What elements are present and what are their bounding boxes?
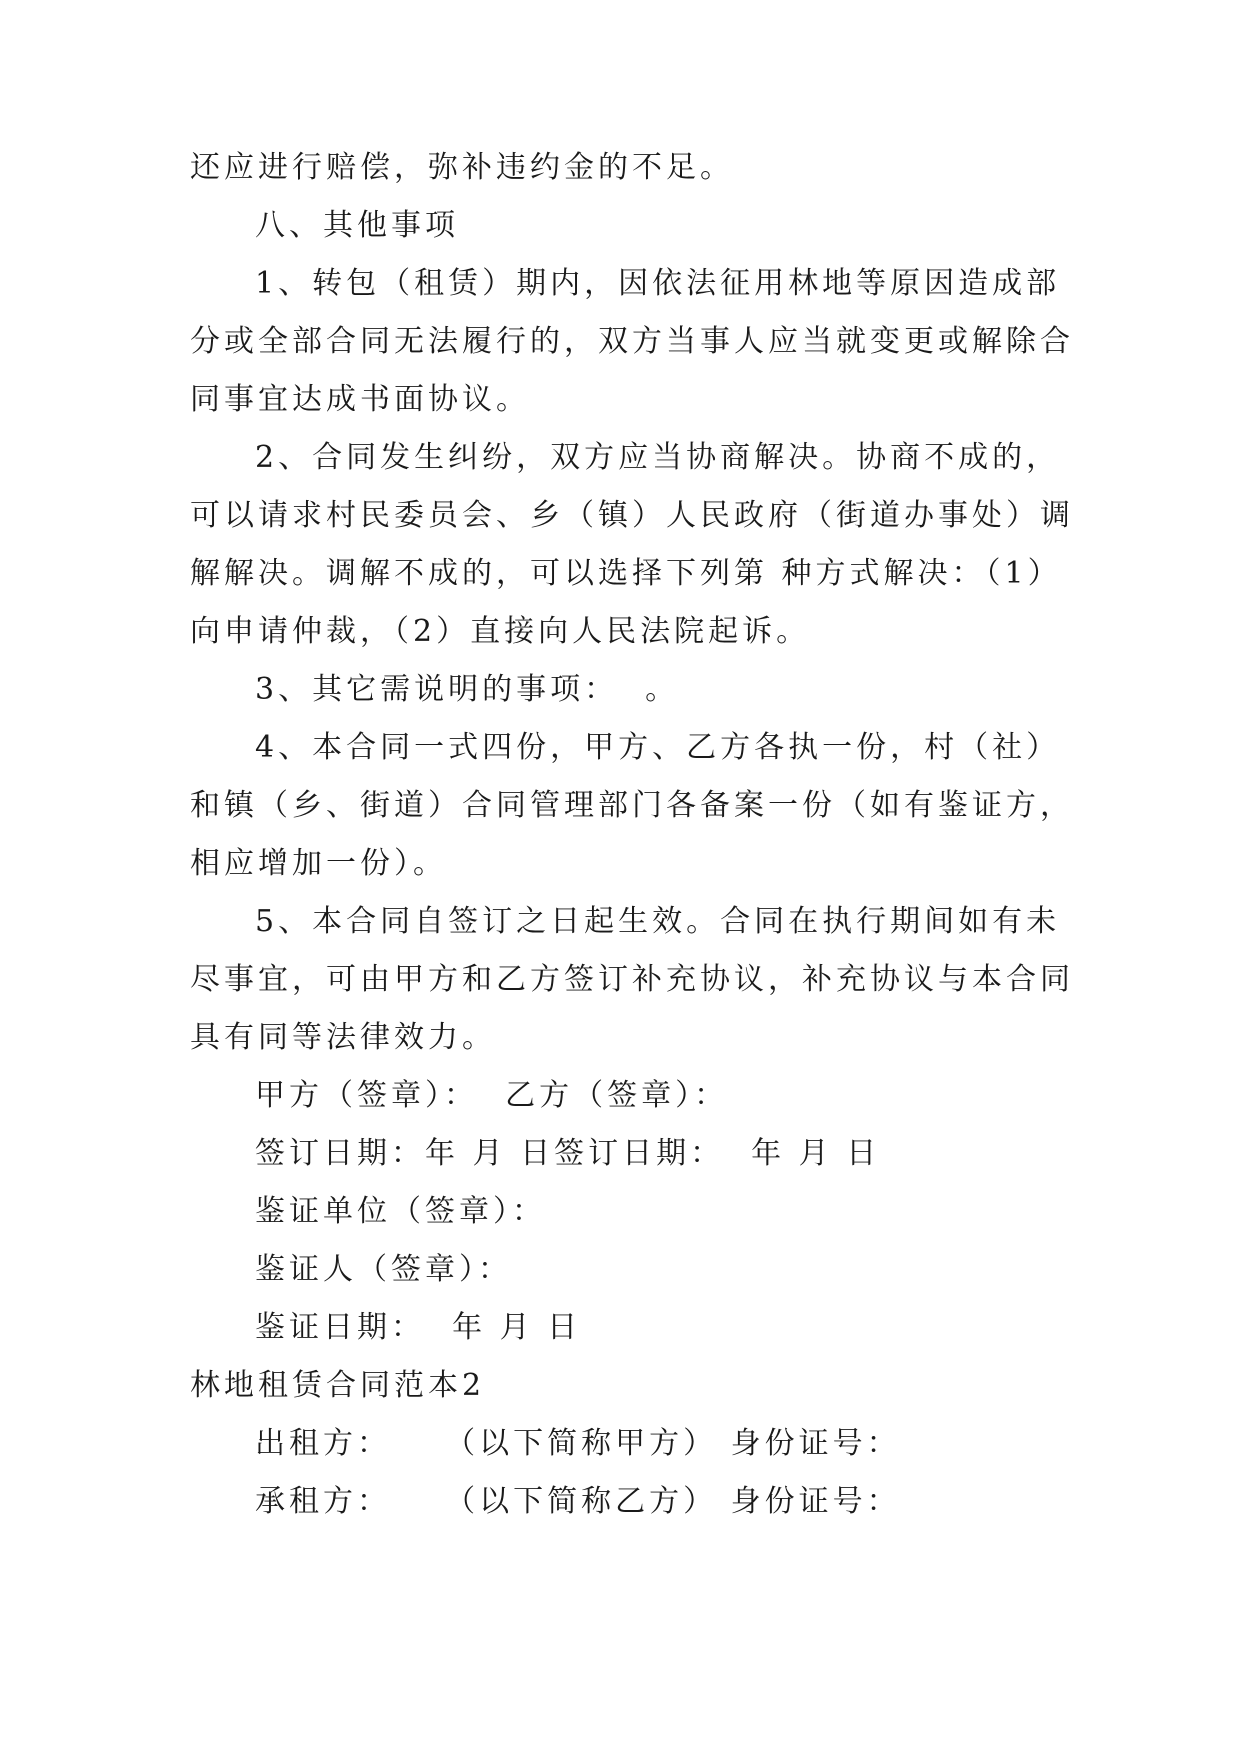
paragraph-line: 2、合同发生纠纷，双方应当协商解决。协商不成的， bbox=[255, 440, 1061, 475]
paragraph-line: 同事宜达成书面协议。 bbox=[190, 382, 530, 417]
paragraph-line: 1、转包（租赁）期内，因依法征用林地等原因造成部 bbox=[255, 266, 1061, 301]
paragraph-line: 解解决。调解不成的，可以选择下列第 种方式解决：（1） bbox=[190, 556, 1062, 591]
paragraph-line: 和镇（乡、街道）合同管理部门各备案一份（如有鉴证方， bbox=[190, 788, 1074, 823]
paragraph-line: 分或全部合同无法履行的，双方当事人应当就变更或解除合 bbox=[190, 324, 1074, 359]
paragraph-line: 5、本合同自签订之日起生效。合同在执行期间如有未 bbox=[255, 904, 1061, 939]
signature-date-line: 签订日期：年 月 日签订日期： 年 月 日 bbox=[255, 1136, 881, 1171]
signature-line: 甲方（签章）： 乙方（签章）： bbox=[255, 1078, 729, 1113]
paragraph-line: 3、其它需说明的事项： 。 bbox=[255, 672, 680, 707]
verifier-line: 鉴证人（签章）： bbox=[255, 1252, 512, 1287]
paragraph-line: 4、本合同一式四份，甲方、乙方各执一份，村（社） bbox=[255, 730, 1061, 765]
document-title-2: 林地租赁合同范本2 bbox=[190, 1368, 486, 1403]
paragraph-line: 可以请求村民委员会、乡（镇）人民政府（街道办事处）调 bbox=[190, 498, 1074, 533]
paragraph-line: 还应进行赔偿，弥补违约金的不足。 bbox=[190, 150, 734, 185]
paragraph-line: 具有同等法律效力。 bbox=[190, 1020, 496, 1055]
paragraph-line: 相应增加一份）。 bbox=[190, 846, 447, 881]
verification-date-line: 鉴证日期： 年 月 日 bbox=[255, 1310, 582, 1345]
section-heading: 八、其他事项 bbox=[255, 208, 459, 243]
paragraph-line: 向申请仲裁，（2）直接向人民法院起诉。 bbox=[190, 614, 811, 649]
lessee-line: 承租方： （以下简称乙方） 身份证号： bbox=[255, 1484, 901, 1519]
lessor-line: 出租方： （以下简称甲方） 身份证号： bbox=[255, 1426, 901, 1461]
paragraph-line: 尽事宜，可由甲方和乙方签订补充协议，补充协议与本合同 bbox=[190, 962, 1074, 997]
verification-unit-line: 鉴证单位（签章）： bbox=[255, 1194, 546, 1229]
